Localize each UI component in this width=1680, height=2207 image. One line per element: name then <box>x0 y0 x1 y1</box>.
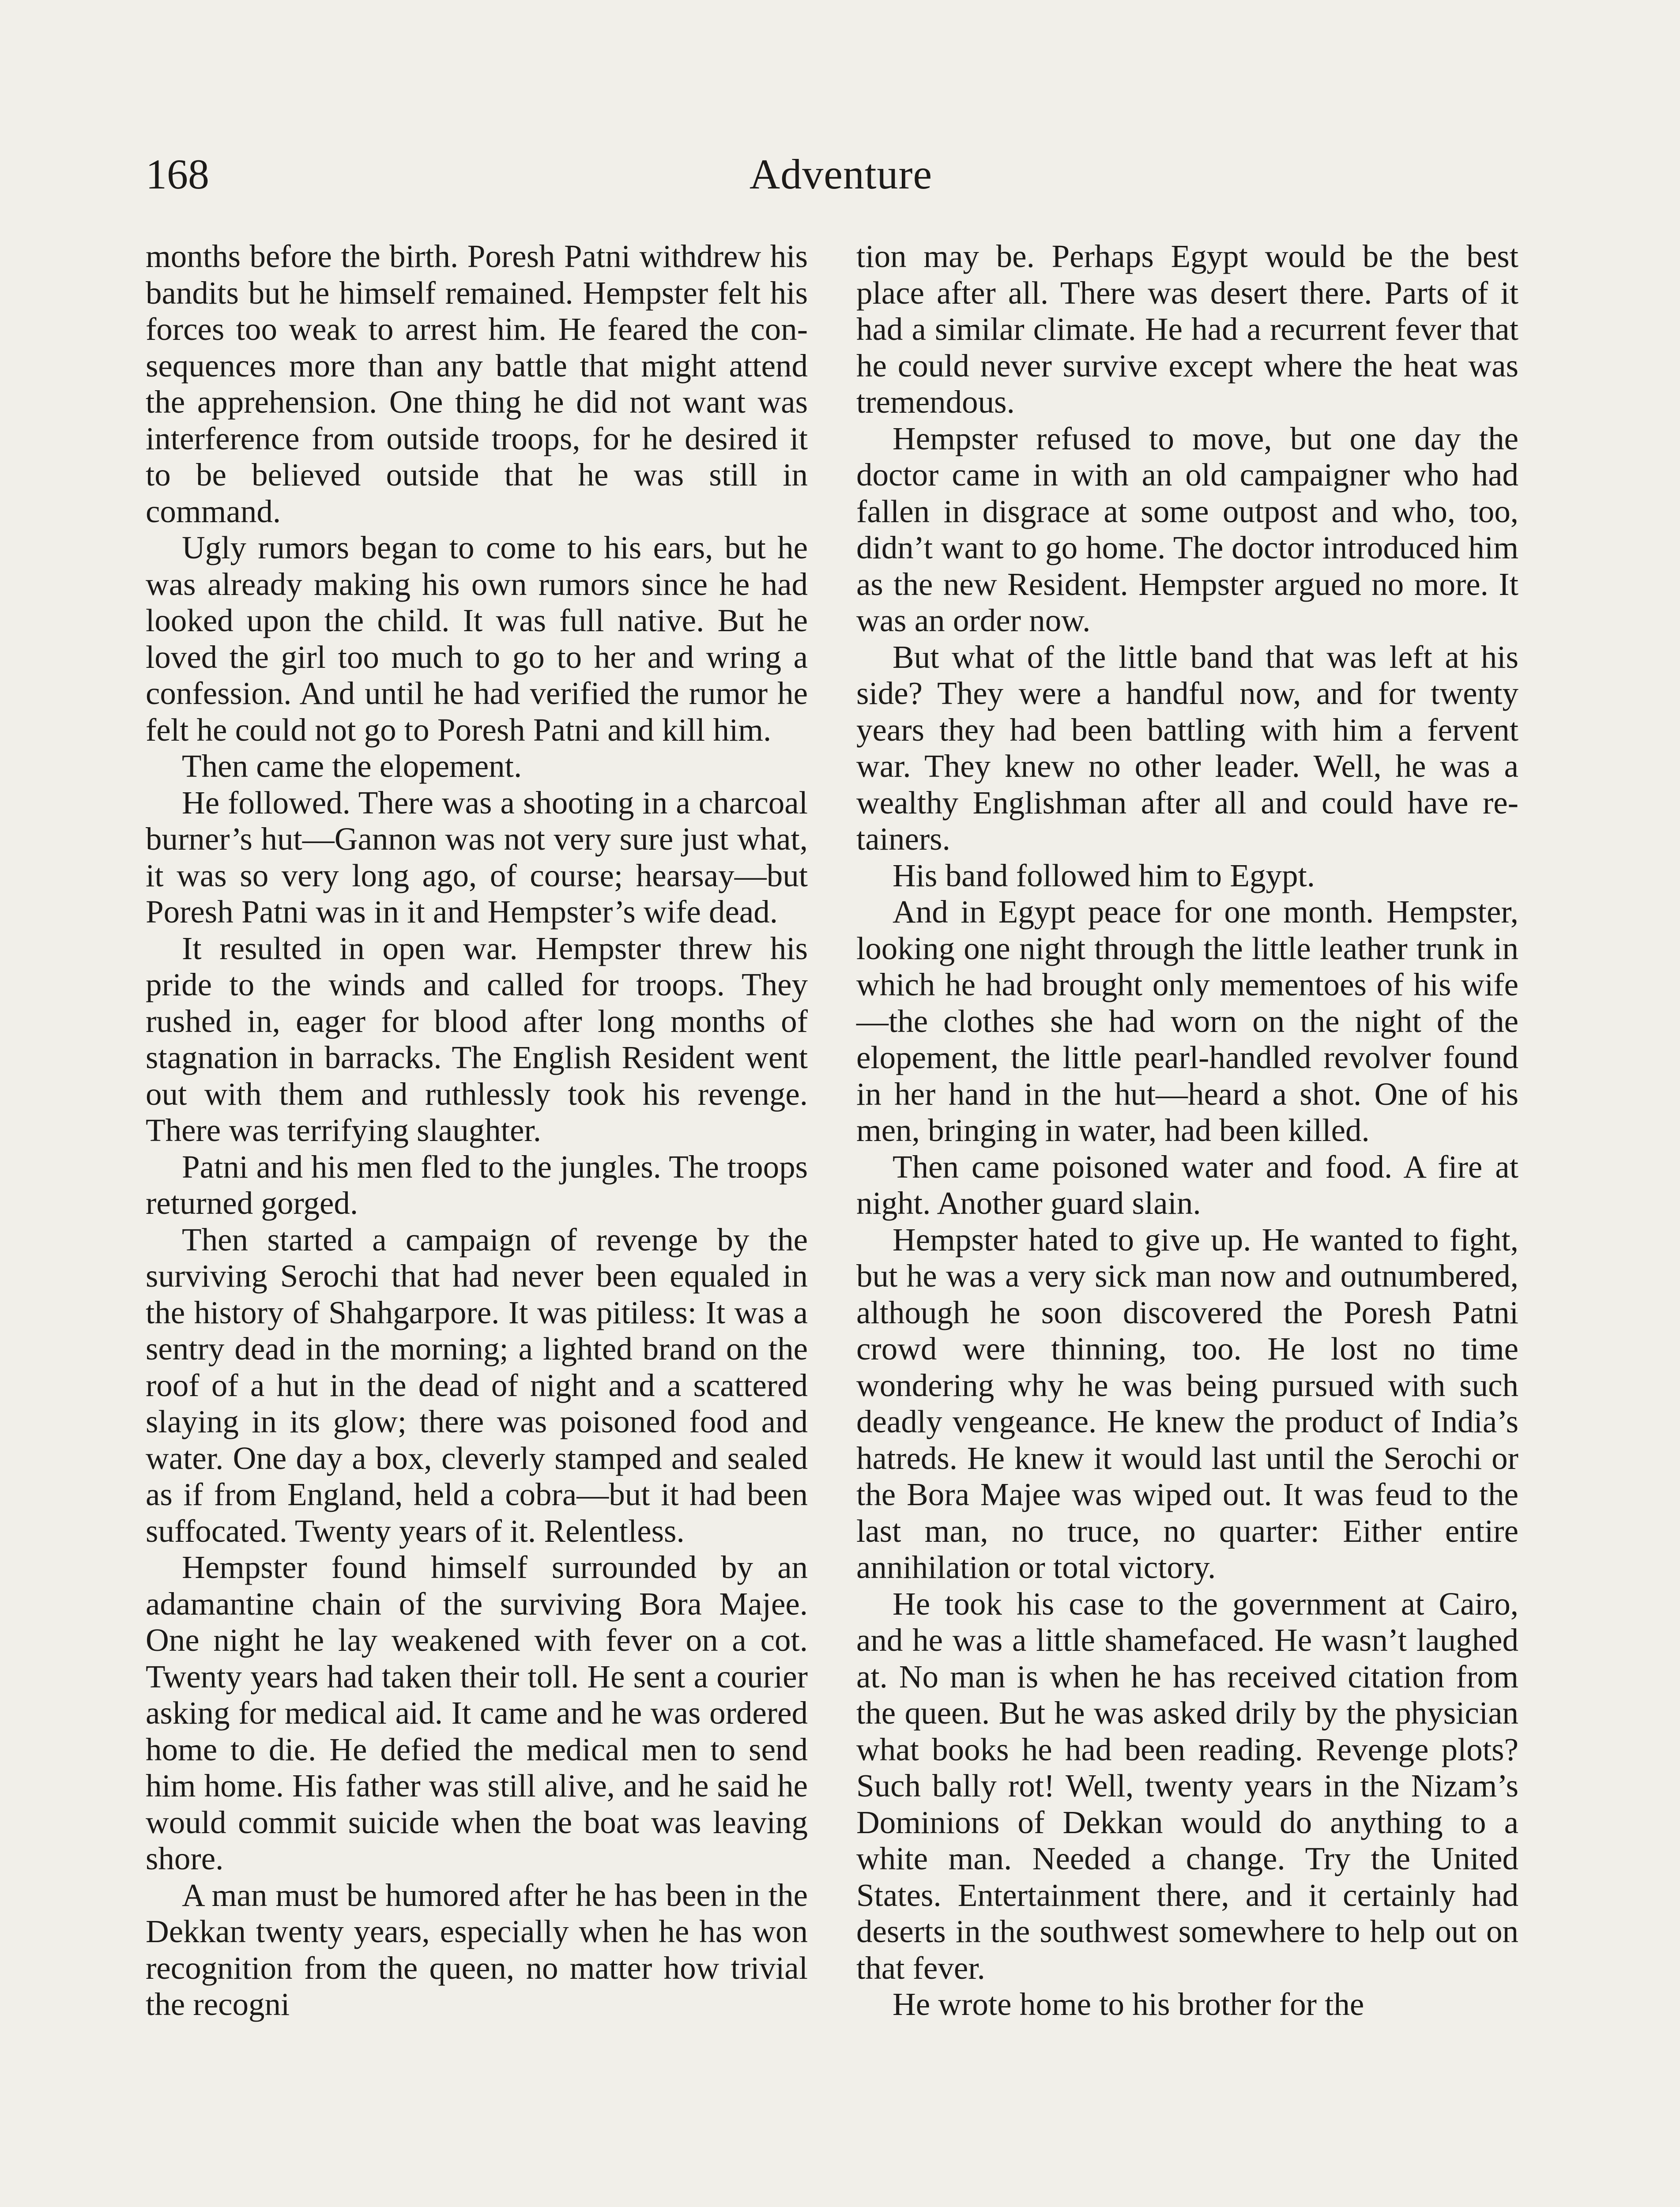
paragraph: Hempster found himself surrounded by an adamantine chain of the surviving Bora Majee. One night he lay weakened with fever on a cot. Twenty years had taken their toll. He sent a courier asking for medical aid. It came and he was ordered home to die. He defied the medical men to send him home. His father was still alive, and he said he would commit suicide when the boat was leaving shore. <box>146 1549 808 1876</box>
paragraph: tion may be. Perhaps Egypt would be the best place after all. There was desert there. Parts of it had a similar climate. He had a recurrent fever that he could never survive except where the heat was tremendous. <box>856 238 1518 420</box>
paragraph: And in Egypt peace for one month. Hempster, looking one night through the little leather trunk in which he had brought only mementoes of his wife—the clothes she had worn on the night of the elopement, the little pearl-handled revolver found in her hand in the hut—heard a shot. One of his men, bringing in water, had been killed. <box>856 894 1518 1148</box>
paragraph: Patni and his men fled to the jungles. The troops returned gorged. <box>146 1149 808 1221</box>
paragraph: A man must be humored after he has been in the Dekkan twenty years, especially when he has won recognition from the queen, no matter how trivial the recogni <box>146 1877 808 2022</box>
paragraph: Then came the elopement. <box>182 748 522 784</box>
paragraph: Ugly rumors began to come to his ears, but he was already making his own rumors since he had looked upon the child. It was full native. But he loved the girl too much to go to her and wring a confession. And until he had verified the rumor he felt he could not go to Poresh Patni and kill him. <box>146 530 808 748</box>
paragraph: Then started a campaign of revenge by the surviving Serochi that had never been equaled in the history of Shahgarpore. It was pitiless: It was a sentry dead in the morning; a lighted brand on the roof of a hut in the dead of night and a scattered slaying in its glow; there was poisoned food and water. One day a box, cleverly stamped and sealed as if from England, held a cobra—but it had been suffocated. Twenty years of it. Relentless. <box>146 1221 808 1549</box>
paragraph: Hempster refused to move, but one day the doctor came in with an old campaigner who had fallen in disgrace at some outpost and who, too, didn’t want to go home. The doctor introduced him as the new Resident. Hempster argued no more. It was an order now. <box>856 420 1518 638</box>
paragraph: Hempster hated to give up. He wanted to fight, but he was a very sick man now and outnumbered, although he soon discovered the Poresh Patni crowd were thinning, too. He lost no time wondering why he was being pursued with such deadly vengeance. He knew the product of India’s hatreds. He knew it would last until the Serochi or the Bora Majee was wiped out. It was feud to the last man, no truce, no quarter: Either entire annihilation or total victory. <box>856 1221 1518 1585</box>
paragraph: He followed. There was a shooting in a charcoal burner’s hut—Gannon was not very sure just what, it was so very long ago, of course; hearsay—but Poresh Patni was in it and Hempster’s wife dead. <box>146 784 808 930</box>
paragraph: It resulted in open war. Hempster threw his pride to the winds and called for troops. They rushed in, eager for blood after long months of stagnation in barracks. The English Resident went out with them and ruthlessly took his revenge. There was terrifying slaughter. <box>146 930 808 1148</box>
paragraph: He wrote home to his brother for the <box>893 1986 1364 2022</box>
running-title: Adventure <box>749 151 933 198</box>
paragraph: Then came poisoned water and food. A fire at night. Another guard slain. <box>856 1149 1518 1221</box>
paragraph: He took his case to the government at Cairo, and he was a little shamefaced. He wasn’t laughed at. No man is when he has received citation from the queen. But he was asked drily by the physician what books he had been reading. Revenge plots? Such bally rot! Well, twenty years in the Nizam’s Dominions of Dekkan would do anything to a white man. Needed a change. Try the United States. Entertainment there, and it certainly had deserts in the southwest somewhere to help out on that fever. <box>856 1586 1518 1986</box>
left-column <box>146 238 808 2023</box>
paragraph: months before the birth. Poresh Patni withdrew his bandits but he himself remained. Hempster felt his forces too weak to arrest him. He feared the consequences more than any battle that might attend the apprehension. One thing he did not want was interference from outside troops, for he desired it to be believed outside that he was still in command. <box>146 238 808 529</box>
page-header <box>146 146 1536 203</box>
right-column <box>856 238 1518 2023</box>
paragraph: His band followed him to Egypt. <box>893 857 1315 893</box>
paragraph: But what of the little band that was left at his side? They were a handful now, and for twenty years they had been battling with him a fervent war. They knew no other leader. Well, he was a wealthy Englishman after all and could have retainers. <box>856 639 1518 857</box>
page-number: 168 <box>146 151 209 198</box>
